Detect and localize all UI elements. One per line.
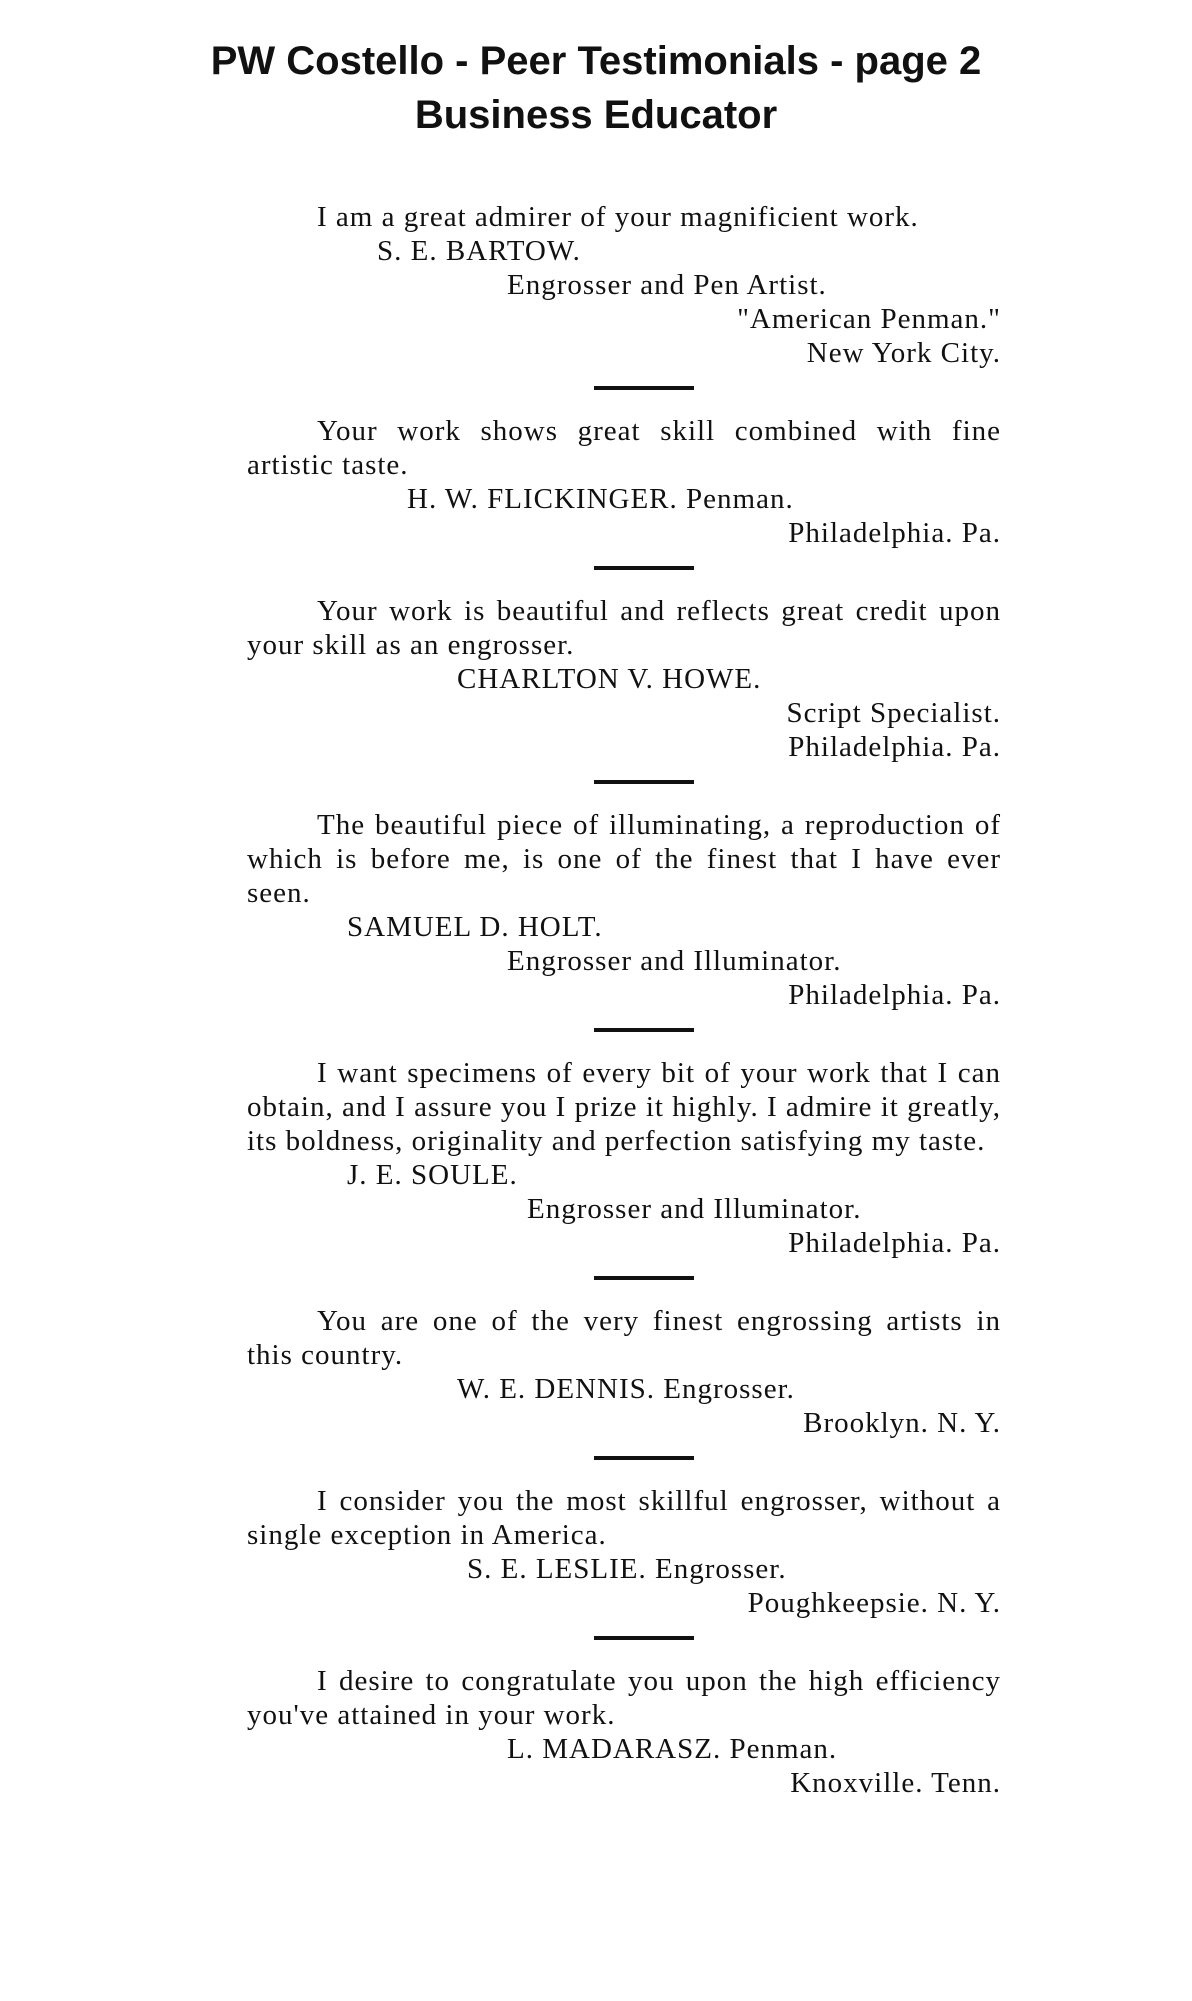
divider-rule (594, 566, 694, 570)
testimonial-author: L. MADARASZ. Penman. (507, 1733, 838, 1765)
testimonial-quote: I desire to congratulate you upon the high efficiency you've attained in your work. (247, 1665, 1001, 1731)
testimonial-location: Philadelphia. Pa. (788, 517, 1001, 549)
testimonial-flickinger (247, 414, 1001, 550)
divider-rule (594, 1636, 694, 1640)
page-title-line-2: Business Educator (414, 93, 778, 137)
testimonial-bartow (247, 200, 1001, 370)
testimonial-soule (247, 1056, 1001, 1260)
testimonials-column (247, 200, 1001, 1800)
testimonial-howe (247, 594, 1001, 764)
testimonial-location: Brooklyn. N. Y. (803, 1407, 1001, 1439)
testimonial-quote: I consider you the most skillful engrosser, without a single exception in America. (247, 1485, 1001, 1551)
testimonial-author: S. E. LESLIE. Engrosser. (467, 1553, 787, 1585)
testimonial-author-affiliation: "American Penman." (737, 303, 1001, 335)
testimonial-author: J. E. SOULE. (347, 1159, 518, 1191)
testimonial-quote: Your work shows great skill combined with fine artistic taste. (247, 415, 1001, 481)
testimonial-location: Poughkeepsie. N. Y. (747, 1587, 1001, 1619)
testimonial-location: Philadelphia. Pa. (788, 1227, 1001, 1259)
testimonial-author: W. E. DENNIS. Engrosser. (457, 1373, 795, 1405)
testimonial-leslie (247, 1484, 1001, 1620)
divider-rule (594, 1456, 694, 1460)
page-title-line-1: PW Costello - Peer Testimonials - page 2 (210, 39, 982, 83)
testimonial-author-title: Script Specialist. (786, 697, 1001, 729)
testimonial-location: New York City. (806, 337, 1001, 369)
testimonial-quote: Your work is beautiful and reflects great credit upon your skill as an engrosser. (247, 595, 1001, 661)
testimonial-location: Philadelphia. Pa. (788, 731, 1001, 763)
testimonial-author: SAMUEL D. HOLT. (347, 911, 603, 943)
testimonial-quote: I am a great admirer of your magnificient work. (317, 201, 919, 233)
testimonial-quote: The beautiful piece of illuminating, a reproduction of which is before me, is one of the finest that I have ever seen. (247, 809, 1001, 909)
page-title (0, 34, 1192, 142)
testimonial-madarasz (247, 1664, 1001, 1800)
divider-rule (594, 1028, 694, 1032)
divider-rule (594, 1276, 694, 1280)
testimonial-holt (247, 808, 1001, 1012)
testimonial-quote: You are one of the very finest engrossing artists in this country. (247, 1305, 1001, 1371)
testimonial-author: CHARLTON V. HOWE. (457, 663, 762, 695)
testimonial-author-title: Engrosser and Illuminator. (527, 1193, 862, 1225)
testimonial-location: Philadelphia. Pa. (788, 979, 1001, 1011)
divider-rule (594, 780, 694, 784)
testimonial-quote: I want specimens of every bit of your work that I can obtain, and I assure you I prize it highly. I admire it greatly, its boldness, originality and perfection satisfying my taste. (247, 1057, 1001, 1157)
testimonial-dennis (247, 1304, 1001, 1440)
divider-rule (594, 386, 694, 390)
testimonial-author-title: Engrosser and Illuminator. (507, 945, 842, 977)
testimonial-author: S. E. BARTOW. (377, 235, 581, 267)
testimonial-author: H. W. FLICKINGER. Penman. (407, 483, 794, 515)
testimonial-author-title: Engrosser and Pen Artist. (507, 269, 827, 301)
testimonial-location: Knoxville. Tenn. (790, 1767, 1001, 1799)
